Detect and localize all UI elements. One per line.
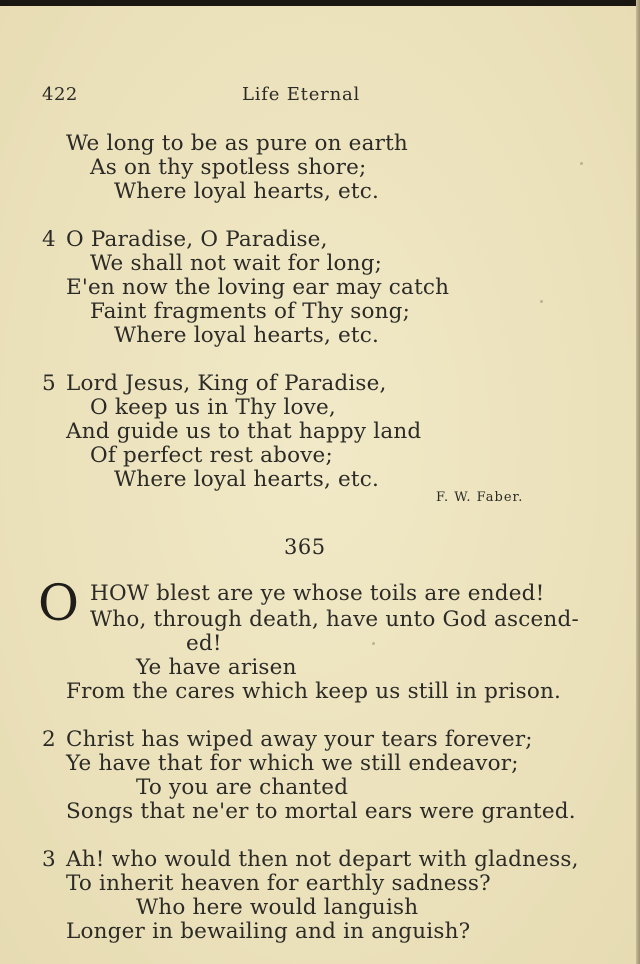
hymn-line: Ah! who would then not depart with gladness, (66, 847, 579, 872)
page-number: 422 (42, 84, 78, 105)
hymn-line: HOW blest are ye whose toils are ended! (90, 581, 545, 606)
hymn-line: Where loyal hearts, etc. (114, 323, 380, 348)
verse-number: 2 (42, 727, 56, 752)
hymn-line: O keep us in Thy love, (90, 395, 336, 420)
hymn-line: To inherit heaven for earthly sadness? (66, 871, 491, 896)
hymn-line: Lord Jesus, King of Paradise, (66, 371, 387, 396)
hymn-line: To you are chanted (136, 775, 349, 800)
verse-number: 5 (42, 371, 56, 396)
hymn-line: Ye have arisen (136, 655, 297, 680)
hymn-line: Longer in bewailing and in anguish? (66, 919, 471, 944)
hymnal-page (0, 6, 636, 964)
hymn-line: Of perfect rest above; (90, 443, 333, 468)
hymn-line: O Paradise, O Paradise, (66, 227, 328, 252)
hymn-line: We shall not wait for long; (90, 251, 383, 276)
hymn-line: And guide us to that happy land (66, 419, 422, 444)
hymn-line: ed! (186, 631, 222, 656)
hymn-line: Who, through death, have unto God ascend- (90, 607, 579, 632)
paper-speck (580, 162, 583, 165)
hymn-line: Christ has wiped away your tears forever; (66, 727, 533, 752)
hymn-line: Faint fragments of Thy song; (90, 299, 411, 324)
hymn-line: Where loyal hearts, etc. (114, 467, 380, 492)
hymn-line: Ye have that for which we still endeavor; (66, 751, 519, 776)
paper-speck (372, 642, 375, 645)
hymn-line: Where loyal hearts, etc. (114, 179, 380, 204)
verse-number: 4 (42, 227, 56, 252)
page-header (0, 84, 636, 106)
hymn-line: E'en now the loving ear may catch (66, 275, 450, 300)
hymn-number: 365 (284, 535, 326, 559)
hymn-author: F. W. Faber. (436, 490, 524, 505)
hymn-line: Who here would languish (136, 895, 419, 920)
verse-number: 3 (42, 847, 56, 872)
running-title: Life Eternal (242, 84, 361, 105)
hymn-line: We long to be as pure on earth (66, 131, 408, 156)
hymn-line: As on thy spotless shore; (90, 155, 367, 180)
page-edge-shadow (636, 0, 640, 964)
paper-speck (540, 300, 543, 303)
hymn-line: From the cares which keep us still in prison. (66, 679, 562, 704)
drop-cap: O (38, 574, 79, 632)
hymn-line: Songs that ne'er to mortal ears were granted. (66, 799, 576, 824)
